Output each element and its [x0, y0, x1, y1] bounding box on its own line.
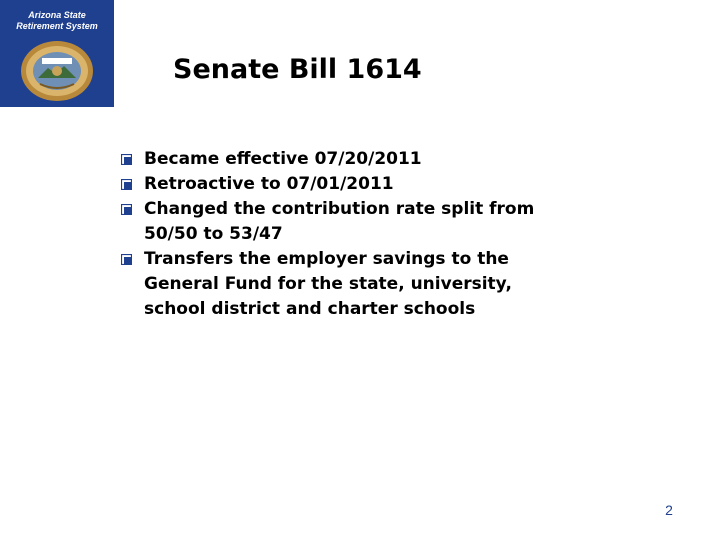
org-name-line2: Retirement System [16, 21, 98, 31]
agency-seal-icon [20, 40, 94, 102]
bullet-line: Changed the contribution rate split from [144, 199, 535, 219]
org-name [0, 10, 114, 32]
bullet-list [120, 147, 680, 322]
bullet-line: Retroactive to 07/01/2011 [144, 174, 394, 194]
bullet-line: 50/50 to 53/47 [144, 224, 283, 244]
bullet-item [120, 147, 680, 172]
bullet-line: Became effective 07/20/2011 [144, 149, 422, 169]
bullet-item [120, 172, 680, 197]
org-name-line1: Arizona State [28, 10, 86, 20]
checkbox-bullet-icon [121, 204, 132, 215]
checkbox-bullet-icon [121, 179, 132, 190]
bullet-line: Transfers the employer savings to the [144, 249, 509, 269]
bullet-item [120, 247, 680, 322]
slide-title: Senate Bill 1614 [173, 54, 422, 85]
bullet-line: General Fund for the state, university, [144, 274, 512, 294]
bullet-line: school district and charter schools [144, 299, 476, 319]
checkbox-bullet-icon [121, 254, 132, 265]
bullet-item [120, 197, 680, 247]
page-number: 2 [665, 502, 673, 518]
checkbox-bullet-icon [121, 154, 132, 165]
logo-panel [0, 0, 114, 107]
